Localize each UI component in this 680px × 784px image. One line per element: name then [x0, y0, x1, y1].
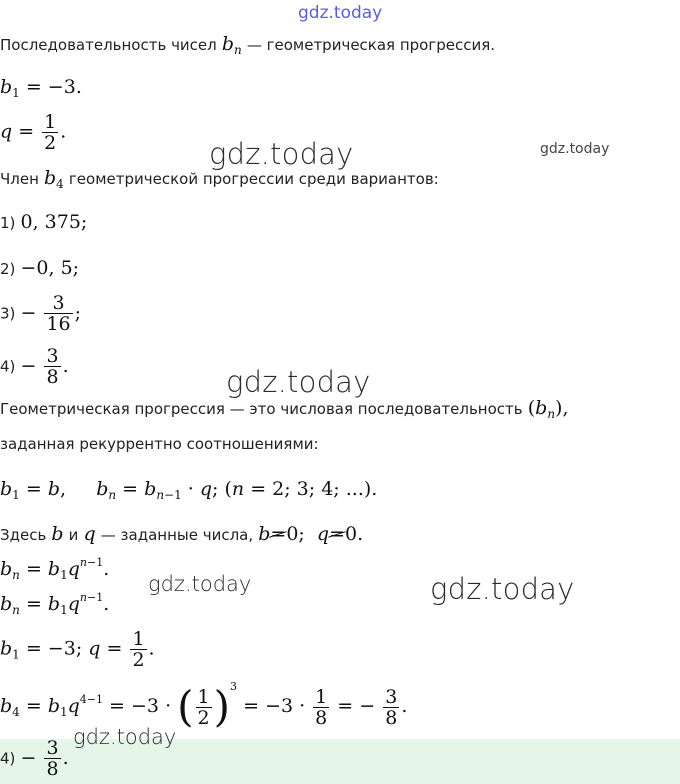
given-q: q = $\frac{1}{2}$ .: [0, 111, 67, 154]
option-1: 1) 0, 375;: [0, 211, 88, 233]
theory-definition: Геометрическая прогрессия — это числовая последовательность $(b_n)$,: [0, 397, 569, 421]
watermark: gdz.today: [540, 141, 610, 157]
recurrence-formula: $b_1 = b$, $b_n = b_{n-1} \cdot q$; (n = 2; 3; 4; ...).: [0, 478, 378, 502]
given-b1: $b_1 = -3$.: [0, 76, 82, 100]
watermark: gdz.today: [73, 725, 177, 749]
nth-term-formula: $b_n = b_1q^{n-1}$.: [0, 591, 110, 617]
option-3: 3) − $\frac{3}{16}$ ;: [0, 292, 82, 335]
option-4: 4) − $\frac{3}{8}$ .: [0, 345, 69, 388]
solution-calc: $b_4 = b_1q^{4-1} = -3$ · ( $\frac{1}{2}$ )$^3$ = −3 · $\frac{1}{8}$ = − $\frac{3}{8}$ .: [0, 680, 408, 731]
watermark: gdz.today: [430, 572, 575, 606]
watermark-top: gdz.today: [298, 3, 383, 23]
option-2: 2) −0, 5;: [0, 257, 80, 279]
final-answer: 4) − $\frac{3}{8}$ .: [0, 737, 69, 780]
given-params: Здесь b и q — заданные числа, b=0; q=0.: [0, 523, 364, 545]
question: Член $b_4$ геометрической прогрессии среди вариантов:: [0, 167, 439, 191]
solution-params: $b_1 = -3$; q = $\frac{1}{2}$ .: [0, 628, 155, 671]
nth-term-formula: $b_n = b_1q^{n-1}$.: [0, 556, 110, 582]
problem-intro: Последовательность чисел $b_n$ — геометрическая прогрессия.: [0, 33, 496, 57]
watermark: gdz.today: [148, 572, 252, 596]
theory-definition-cont: заданная рекуррентно соотношениями:: [0, 435, 319, 453]
watermark: gdz.today: [209, 137, 354, 171]
watermark: gdz.today: [226, 365, 371, 399]
